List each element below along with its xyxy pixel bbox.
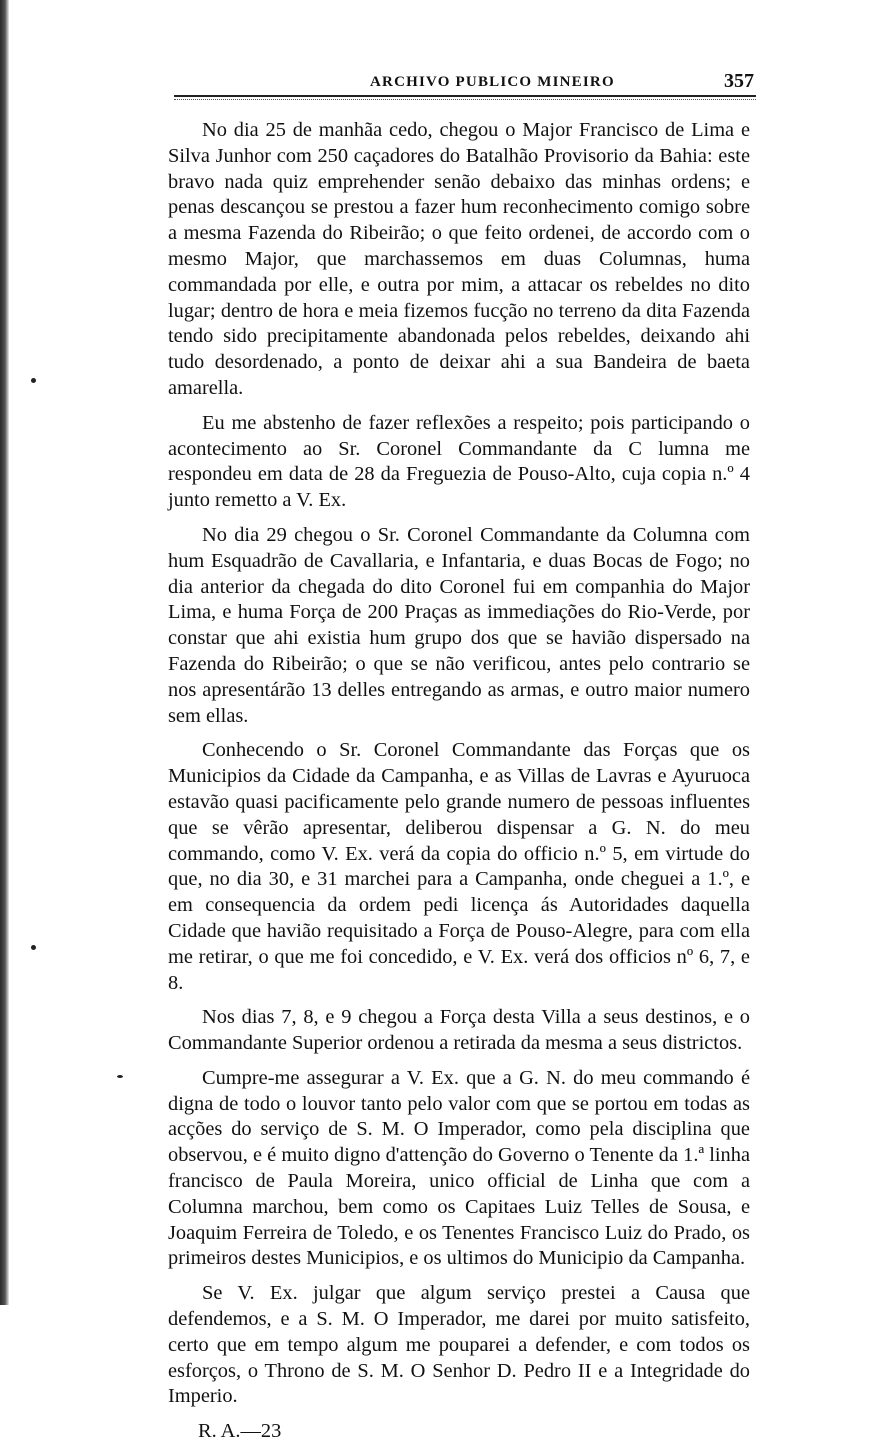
paragraph: Eu me abstenho de fazer reflexões a respeito; pois participando o acontecimento ao Sr. Coronel Commandante da C lumna me respondeu em data de 28 da Freguezia de Pouso-Alto, cuja copia n.º 4 junto remetto a V. Ex. bbox=[168, 411, 750, 512]
paragraph: Se V. Ex. julgar que algum serviço prestei a Causa que defendemos, e a S. M. O Imperador, me darei por muito satisfeito, certo que em tempo algum me pouparei a defender, e com todos os esforços, o Throno de S. M. O Senhor D. Pedro II e a Integridade do Imperio. bbox=[168, 1282, 750, 1408]
scan-speck bbox=[31, 945, 36, 950]
paragraph: Conhecendo o Sr. Coronel Commandante das Forças que os Municipios da Cidade da Campanha, e as Villas de Lavras e Ayuruoca estavão quasi pacificamente pelo grande numero de pessoas influentes que se vêrão apresentar, deliberou dispensar a G. N. do meu commando, como V. Ex. verá da copia do officio n.º 5, em virtude do que, no dia 30, e 31 marchei para a Campanha, onde cheguei a 1.º, e em consequencia da ordem pedi licença ás Autoridades daquella Cidade que havião requisitado a Força de Pouso-Alegre, para com ella me retirar, o que me foi concedido, e V. Ex. verá dos officios nº 6, 7, e 8. bbox=[168, 739, 750, 994]
page-header bbox=[170, 64, 760, 94]
scan-speck bbox=[117, 1075, 123, 1078]
paragraph: No dia 29 chegou o Sr. Coronel Commandante da Columna com hum Esquadrão de Cavallaria, e Infantaria, e duas Bocas de Fogo; no dia anterior da chegada do dito Coronel fui em companhia do Major Lima, e huma Força de 200 Praças as immediações do Rio-Verde, por constar que ahi existia hum grupo dos que se havião dispersado na Fazenda do Ribeirão; o que se não verificou, antes pelo contrario se nos apresentárão 13 delles entregando as armas, e outro maior numero sem ellas. bbox=[168, 523, 750, 727]
paragraph: Nos dias 7, 8, e 9 chegou a Força desta Villa a seus destinos, e o Commandante Superior ordenou a retirada da mesma a seus districtos. bbox=[168, 1006, 750, 1055]
signature-note: R. A.—23 bbox=[198, 1420, 282, 1443]
running-title: ARCHIVO PUBLICO MINEIRO bbox=[370, 74, 615, 90]
paragraph: No dia 25 de manhãa cedo, chegou o Major Francisco de Lima e Silva Junhor com 250 caçadores do Batalhão Provisorio da Bahia: este bravo nada quiz emprehender senão debaixo das minhas ordens; e penas descançou se prestou a fazer hum reconhecimento comigo sobre a mesma Fazenda do Ribeirão; o que feito ordenei, de accordo com o mesmo Major, que marchassemos em duas Columnas, huma commandada por elle, e outra por mim, a attacar os rebeldes no dito lugar; dentro de hora e meia fizemos fucção no terreno da dita Fazenda tendo sido precipitamente abandonada pelos rebeldes, deixando ahi tudo desordenado, a ponto de deixar ahi a sua Bandeira de baeta amarella. bbox=[168, 119, 750, 399]
header-rule-dotted bbox=[174, 99, 756, 100]
header-rule bbox=[174, 95, 756, 97]
scan-speck bbox=[31, 378, 36, 383]
paragraph: Cumpre-me assegurar a V. Ex. que a G. N. do meu commando é digna de todo o louvor tanto pelo valor com que se portou em todas as acções do serviço de S. M. O Imperador, como pela disciplina que observou, e é muito digno d'attenção do Governo o Tenente da 1.ª linha francisco de Paula Moreira, unico official de Linha que com a Columna marchou, bem como os Capitaes Luiz Telles de Sousa, e Joaquim Ferreira de Toledo, e os Tenentes Francisco Luiz do Prado, os primeiros destes Municipios, e os ultimos do Municipio da Campanha. bbox=[168, 1066, 750, 1270]
body-text bbox=[168, 118, 750, 1454]
scan-binding-edge bbox=[0, 0, 9, 1305]
page-number: 357 bbox=[724, 70, 754, 92]
